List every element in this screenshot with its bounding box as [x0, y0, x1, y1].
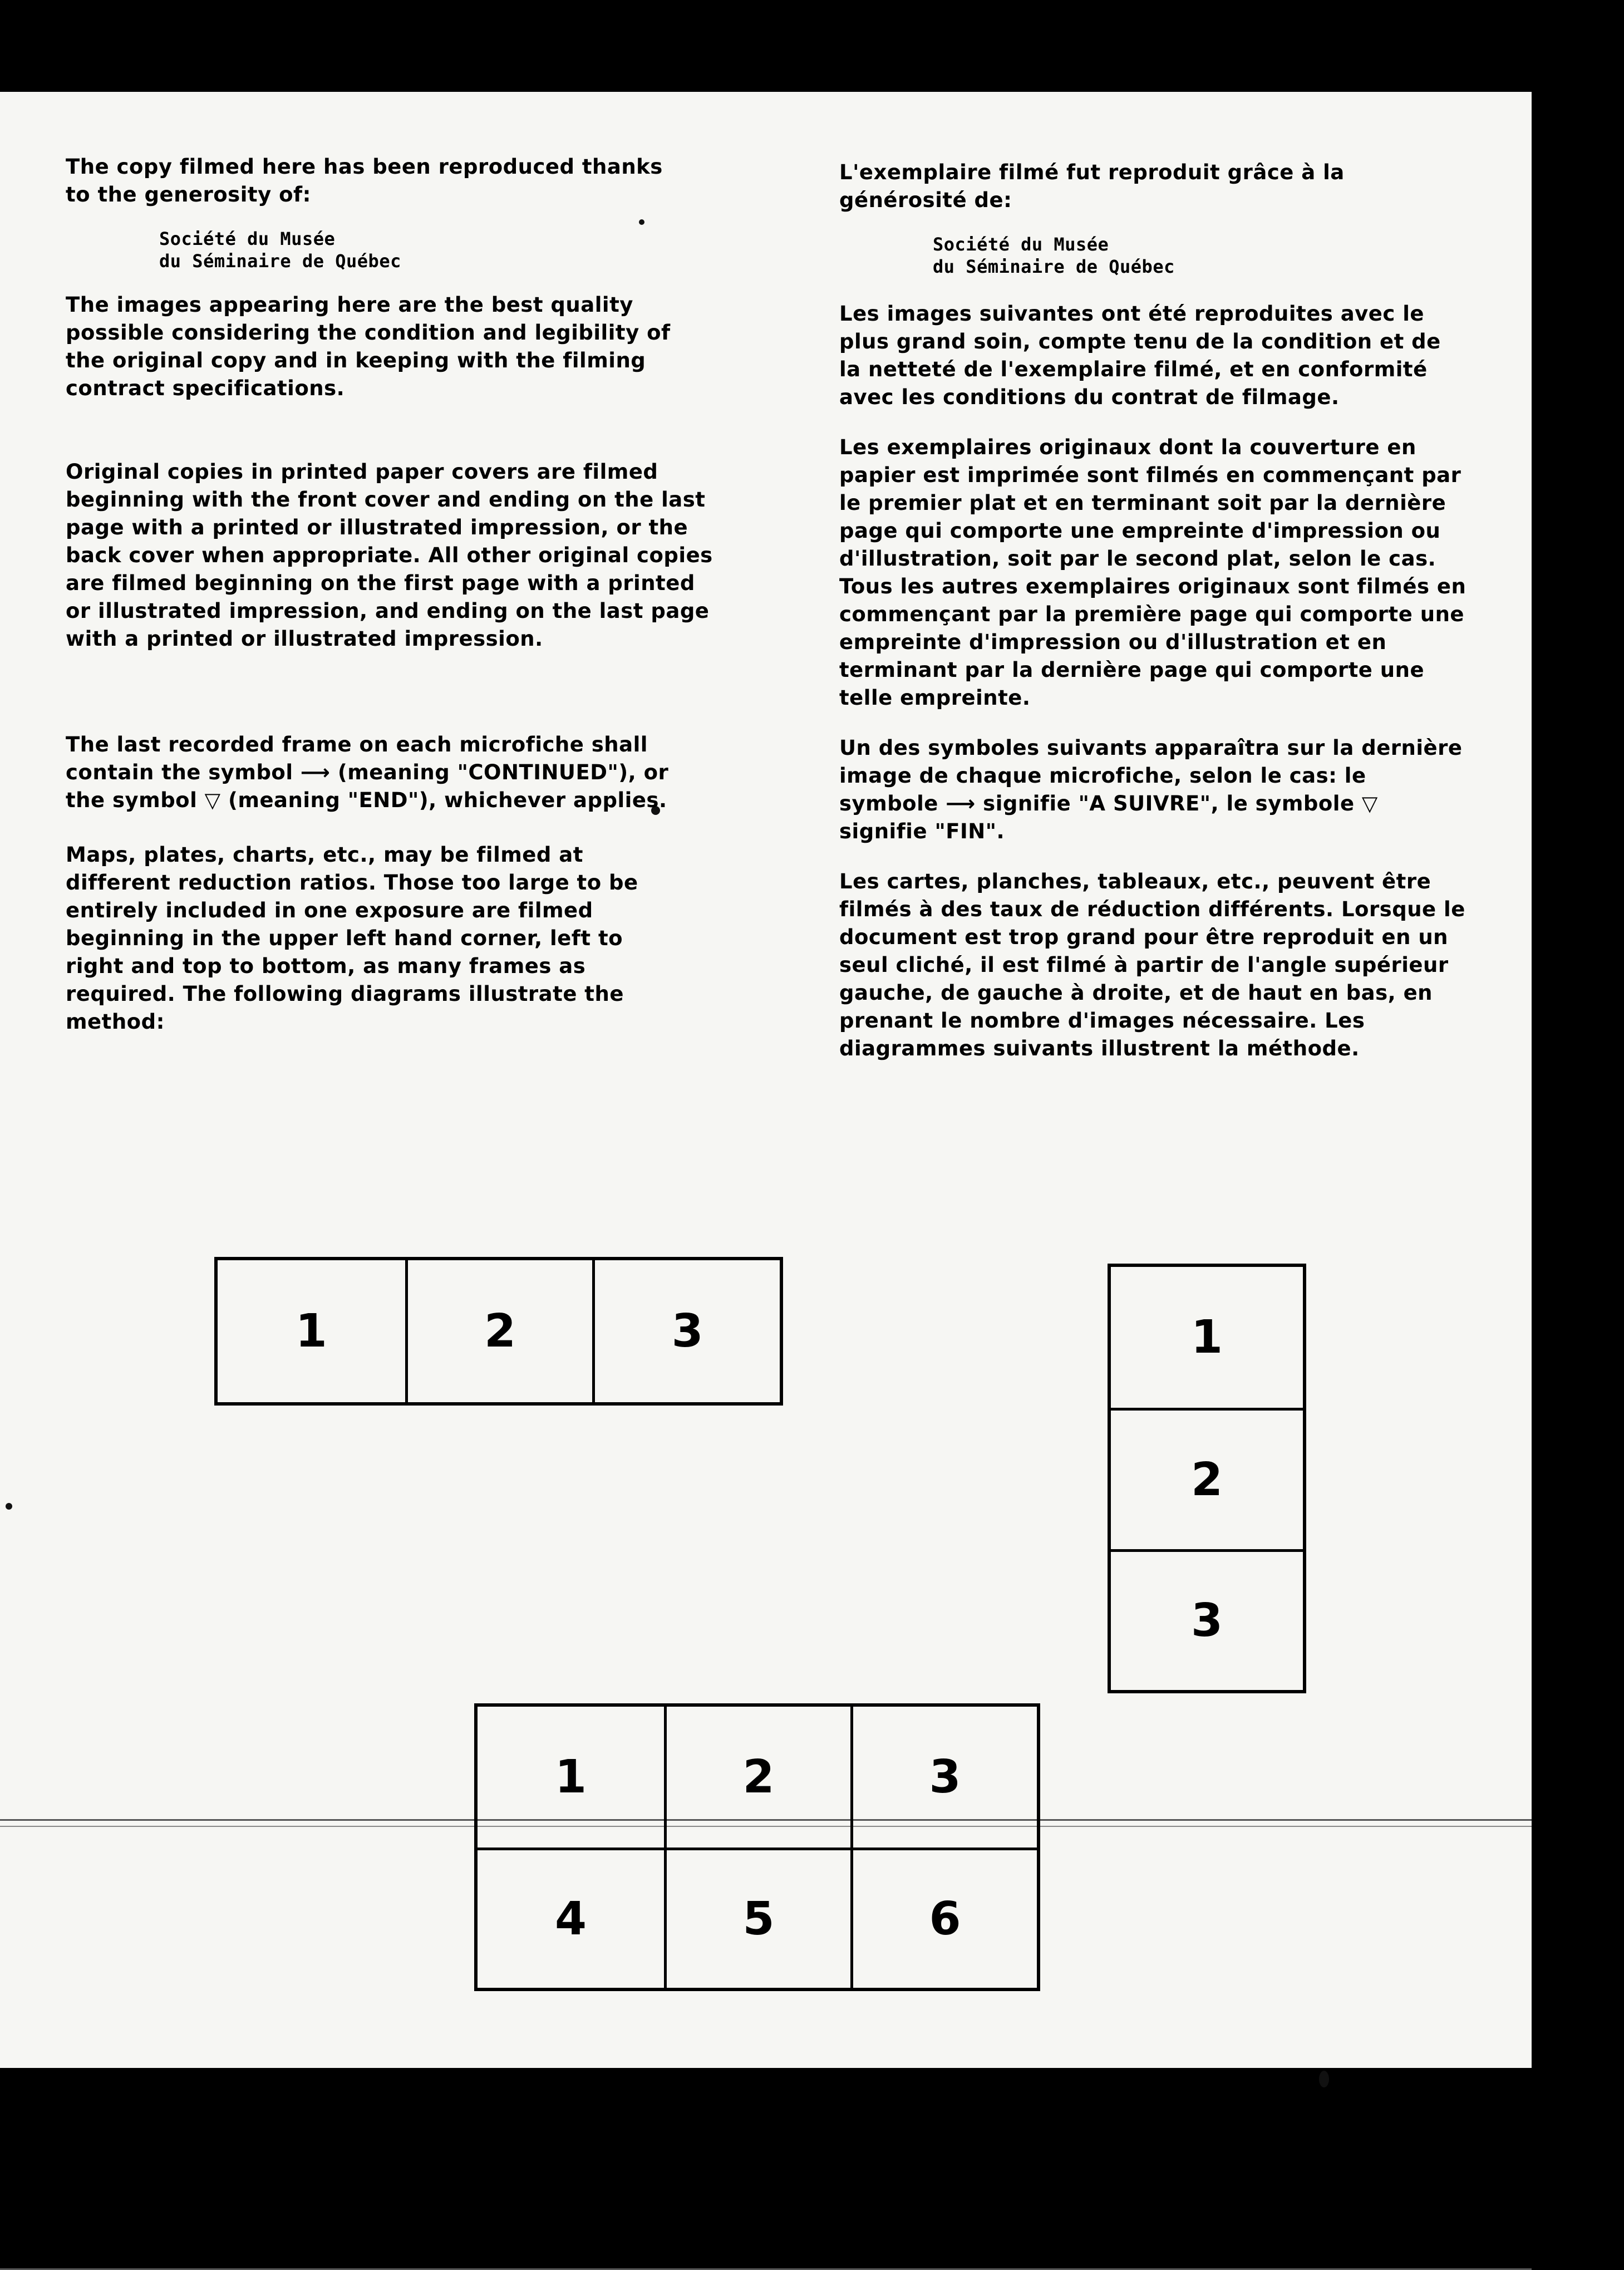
english-diagram-paragraph: Maps, plates, charts, etc., may be filmed at different reduction ratios. Those too large to be entirely included in one exposure are filmed beginning in the upper left hand corner, left to right and top to bottom, as many frames as required. The following diagrams illustrate the method: [66, 843, 638, 1034]
english-covers-paragraph: Original copies in printed paper covers are filmed beginning with the front cover and ending on the last page with a printed or illustrated impression, or the back cover when appropriate. All other original copies are filmed beginning on the first page with a printed or illustrated impression, and ending on the last page with a printed or illustrated impression. [66, 460, 713, 651]
french-diagram-paragraph: Les cartes, planches, tableaux, etc., peuvent être filmés à des taux de réduction différents. Lorsque le document est trop grand pour être reproduit en un seul cliché, il est filmé à partir de l'angle supérieur gauche, de gauche à droite, et de haut en bas, en prenant le nombre d'images nécessaire. Les diagrammes suivants illustrent la méthode. [839, 869, 1465, 1060]
frame-cell: 5 [664, 1848, 850, 1988]
frame-cell: 6 [850, 1848, 1037, 1988]
dust-speck [1319, 2071, 1329, 2087]
english-column [66, 153, 722, 1036]
english-intro: The copy filmed here has been reproduced thanks to the generosity of: [66, 155, 663, 207]
french-quality-paragraph: Les images suivantes ont été reproduites avec le plus grand soin, compte tenu de la condition et de la netteté de l'exemplaire filmé, et en conformité avec les conditions du contrat de filmage. [839, 302, 1441, 409]
english-symbol-paragraph: The last recorded frame on each microfiche shall contain the symbol ⟶ (meaning "CONTINUED"), or the symbol ▽ (meaning "END"), whichever applies. [66, 733, 669, 812]
french-covers-paragraph: Les exemplaires originaux dont la couverture en papier est imprimée sont filmés en commençant par le premier plat et en terminant soit par la dernière page qui comporte une empreinte d'impression ou d'illustration, soit par le second plat, selon le cas. Tous les autres exemplaires originaux sont filmés en commençant par la première page qui comporte une empreinte d'impression ou d'illustration et en terminant par la dernière page qui comporte une telle empreinte. [839, 435, 1466, 710]
french-institution-line2: du Séminaire de Québec [933, 256, 1175, 277]
frame-cell: 3 [592, 1260, 780, 1402]
vertical-frame-diagram [1108, 1264, 1306, 1693]
frame-cell: 1 [1190, 1311, 1223, 1364]
frame-cell: 1 [554, 1750, 587, 1804]
frame-cell: 3 [850, 1707, 1037, 1848]
horizontal-frame-diagram [214, 1257, 783, 1406]
french-intro: L'exemplaire filmé fut reproduit grâce à la générosité de: [839, 160, 1345, 212]
frame-cell: 2 [405, 1260, 593, 1402]
english-institution-line2: du Séminaire de Québec [159, 250, 401, 272]
frame-cell: 4 [478, 1848, 664, 1988]
french-symbol-paragraph: Un des symboles suivants apparaîtra sur la dernière image de chaque microfiche, selon le cas: le symbole ⟶ signifie "A SUIVRE", le symbole ▽ signifie "FIN". [839, 736, 1463, 843]
english-institution-line1: Société du Musée [159, 228, 336, 249]
english-quality-paragraph: The images appearing here are the best quality possible considering the condition and legibility of the original copy and in keeping with the filming contract specifications. [66, 293, 671, 400]
french-institution-line1: Société du Musée [933, 234, 1109, 255]
frame-cell: 1 [295, 1305, 327, 1358]
frame-cell: 2 [1111, 1408, 1303, 1549]
grid-frame-diagram [474, 1703, 1040, 1991]
frame-cell: 3 [1111, 1549, 1303, 1690]
french-column [839, 159, 1468, 1063]
frame-cell: 2 [664, 1707, 850, 1848]
dust-speck [6, 1503, 12, 1510]
